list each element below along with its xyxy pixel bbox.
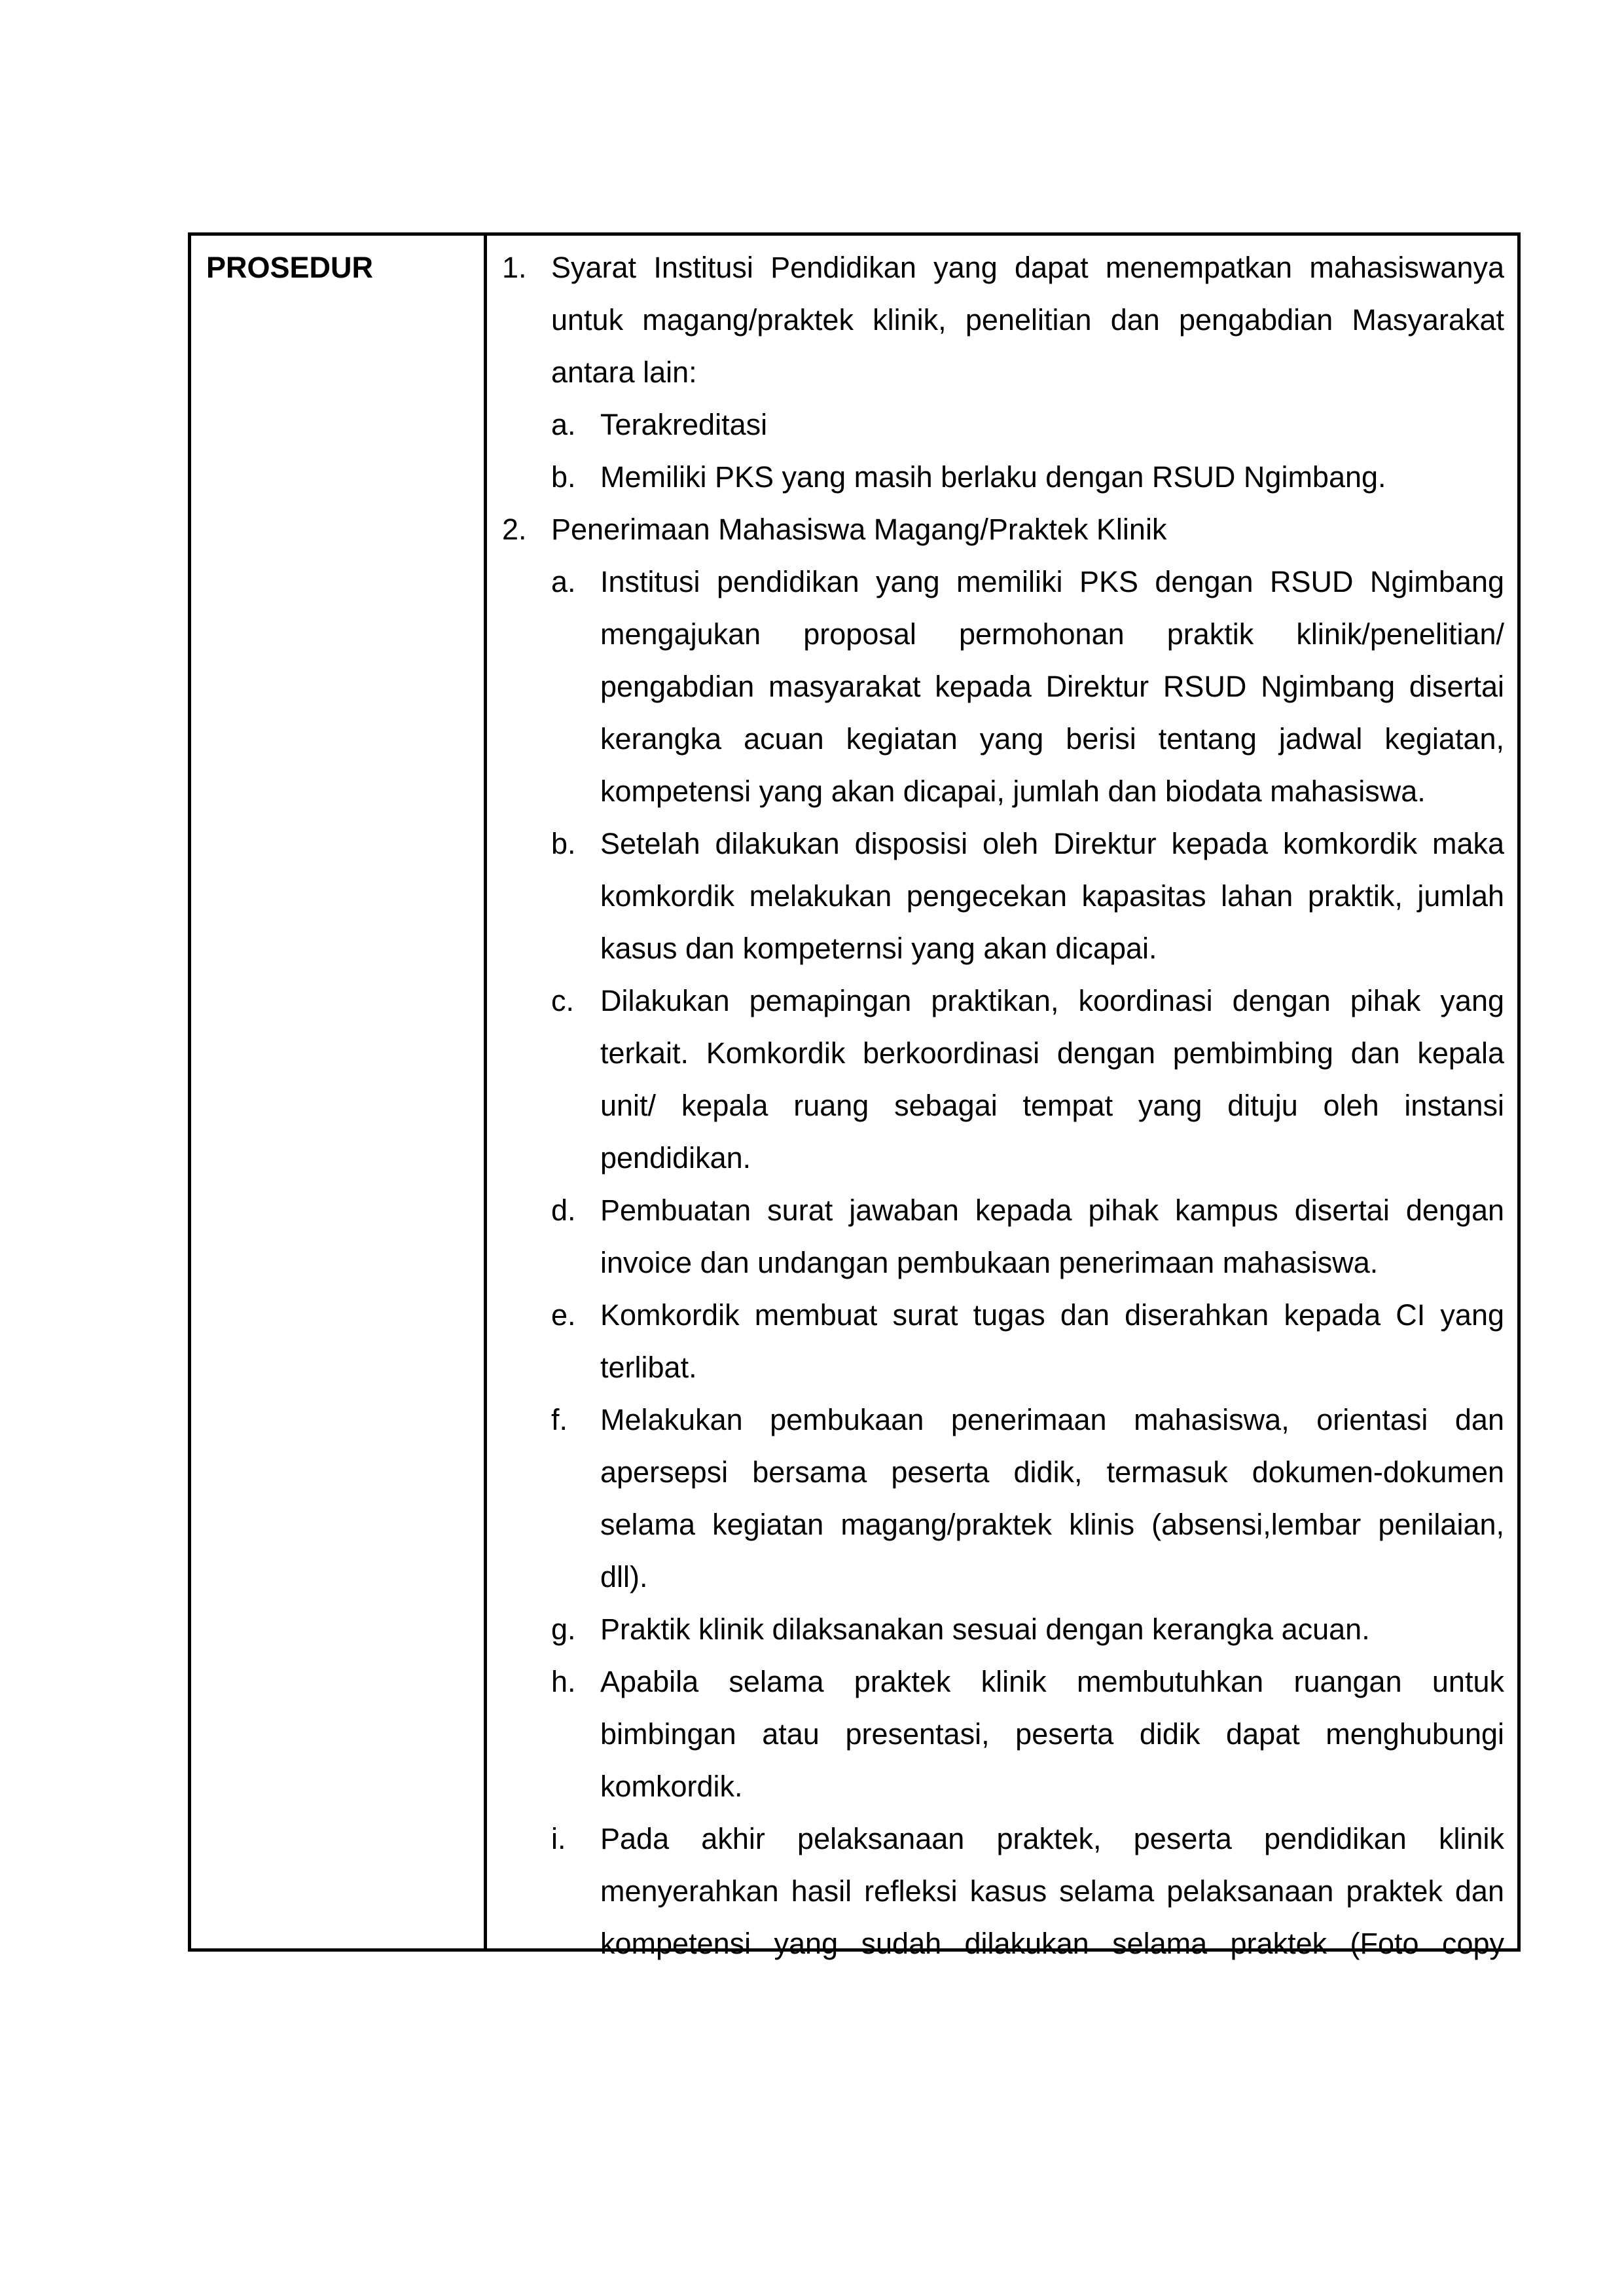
sub-item-line <box>487 1394 1504 1446</box>
sub-item-letter: a. <box>551 565 576 598</box>
item-text: untuk magang/praktek klinik, penelitian dan pengabdian Masyarakat <box>551 303 1504 337</box>
sub-item-text: pengabdian masyarakat kepada Direktur RSUD Ngimbang disertai <box>600 670 1504 703</box>
sub-item-line <box>487 1341 1504 1394</box>
sub-item-line <box>487 1603 1504 1656</box>
sub-item-text: Komkordik membuat surat tugas dan diserahkan kepada CI yang <box>600 1298 1504 1332</box>
content-cell <box>487 236 1517 1960</box>
sub-item-text: komkordik. <box>600 1770 743 1803</box>
sub-item-text: kompetensi yang sudah dilakukan selama praktek (Foto copy <box>600 1927 1504 1960</box>
sub-item-line <box>487 1237 1504 1289</box>
sub-item-line <box>487 1027 1504 1080</box>
sub-item-line <box>487 1080 1504 1132</box>
sub-item-line <box>487 608 1504 661</box>
list-item-line <box>487 503 1504 556</box>
sub-item-text: selama kegiatan magang/praktek klinis (absensi,lembar penilaian, <box>600 1508 1504 1541</box>
sub-item-letter: e. <box>551 1298 576 1332</box>
item-number: 1. <box>502 251 527 284</box>
sub-item-text: dll). <box>600 1560 648 1594</box>
sub-item-letter: d. <box>551 1194 576 1227</box>
procedure-table <box>188 232 1521 1960</box>
sub-item-text: Praktik klinik dilaksanakan sesuai dengan kerangka acuan. <box>600 1613 1370 1646</box>
sub-item-line <box>487 1918 1504 1970</box>
sub-item-text: terkait. Komkordik berkoordinasi dengan pembimbing dan kepala <box>600 1036 1504 1070</box>
section-label: PROSEDUR <box>206 251 374 284</box>
sub-item-text: kompetensi yang akan dicapai, jumlah dan biodata mahasiswa. <box>600 774 1426 808</box>
list-item-line <box>487 242 1504 294</box>
sub-item-text: Pada akhir pelaksanaan praktek, peserta pendidikan klinik <box>600 1822 1504 1855</box>
sub-item-line <box>487 1446 1504 1499</box>
sub-item-line <box>487 922 1504 975</box>
sub-item-text: Apabila selama praktek klinik membutuhkan ruangan untuk <box>600 1665 1504 1698</box>
sub-item-letter: h. <box>551 1665 576 1698</box>
label-cell <box>191 236 487 1948</box>
sub-item-text: Melakukan pembukaan penerimaan mahasiswa, orientasi dan <box>600 1403 1504 1436</box>
sub-item-text: komkordik melakukan pengecekan kapasitas lahan praktik, jumlah <box>600 879 1504 913</box>
sub-item-letter: i. <box>551 1822 566 1855</box>
item-text: antara lain: <box>551 355 697 389</box>
sub-item-text: kasus dan kompeternsi yang akan dicapai. <box>600 932 1157 965</box>
list-item-line <box>487 294 1504 346</box>
sub-item-letter: a. <box>551 408 576 441</box>
sub-item-letter: b. <box>551 460 576 494</box>
sub-item-line <box>487 556 1504 608</box>
sub-item-text: kerangka acuan kegiatan yang berisi tentang jadwal kegiatan, <box>600 722 1504 756</box>
sub-item-line <box>487 1499 1504 1551</box>
sub-item-line <box>487 818 1504 870</box>
sub-item-line <box>487 1865 1504 1918</box>
sub-item-letter: f. <box>551 1403 568 1436</box>
sub-item-letter: c. <box>551 984 575 1017</box>
sub-item-text: Pembuatan surat jawaban kepada pihak kampus disertai dengan <box>600 1194 1504 1227</box>
sub-item-text: Terakreditasi <box>600 408 768 441</box>
sub-item-text: apersepsi bersama peserta didik, termasuk dokumen-dokumen <box>600 1455 1504 1489</box>
sub-item-text: Memiliki PKS yang masih berlaku dengan RSUD Ngimbang. <box>600 460 1386 494</box>
list-item-line <box>487 346 1504 399</box>
sub-item-line <box>487 399 1504 451</box>
sub-item-text: bimbingan atau presentasi, peserta didik dapat menghubungi <box>600 1717 1504 1751</box>
sub-item-line <box>487 713 1504 765</box>
sub-item-line <box>487 661 1504 713</box>
sub-item-line <box>487 1760 1504 1813</box>
sub-item-line <box>487 1813 1504 1865</box>
sub-item-text: Institusi pendidikan yang memiliki PKS dengan RSUD Ngimbang <box>600 565 1504 598</box>
sub-item-letter: b. <box>551 827 576 860</box>
sub-item-line <box>487 1132 1504 1184</box>
sub-item-line <box>487 870 1504 922</box>
item-text: Penerimaan Mahasiswa Magang/Praktek Klinik <box>551 513 1167 546</box>
sub-item-text: menyerahkan hasil refleksi kasus selama pelaksanaan praktek dan <box>600 1874 1504 1908</box>
sub-item-letter: g. <box>551 1613 576 1646</box>
sub-item-text: mengajukan proposal permohonan praktik klinik/penelitian/ <box>600 617 1504 651</box>
sub-item-line <box>487 1289 1504 1341</box>
sub-item-line <box>487 765 1504 818</box>
sub-item-line <box>487 1551 1504 1603</box>
sub-item-text: pendidikan. <box>600 1141 751 1175</box>
sub-item-line <box>487 975 1504 1027</box>
sub-item-line <box>487 1708 1504 1760</box>
sub-item-text: Setelah dilakukan disposisi oleh Direktur kepada komkordik maka <box>600 827 1504 860</box>
item-text: Syarat Institusi Pendidikan yang dapat menempatkan mahasiswanya <box>551 251 1504 284</box>
sub-item-text: terlibat. <box>600 1351 697 1384</box>
sub-item-line <box>487 1184 1504 1237</box>
sub-item-line <box>487 1656 1504 1708</box>
sub-item-text: invoice dan undangan pembukaan penerimaan mahasiswa. <box>600 1246 1379 1279</box>
sub-item-text: unit/ kepala ruang sebagai tempat yang dituju oleh instansi <box>600 1089 1504 1122</box>
sub-item-line <box>487 451 1504 503</box>
sub-item-text: Dilakukan pemapingan praktikan, koordinasi dengan pihak yang <box>600 984 1504 1017</box>
item-number: 2. <box>502 513 527 546</box>
